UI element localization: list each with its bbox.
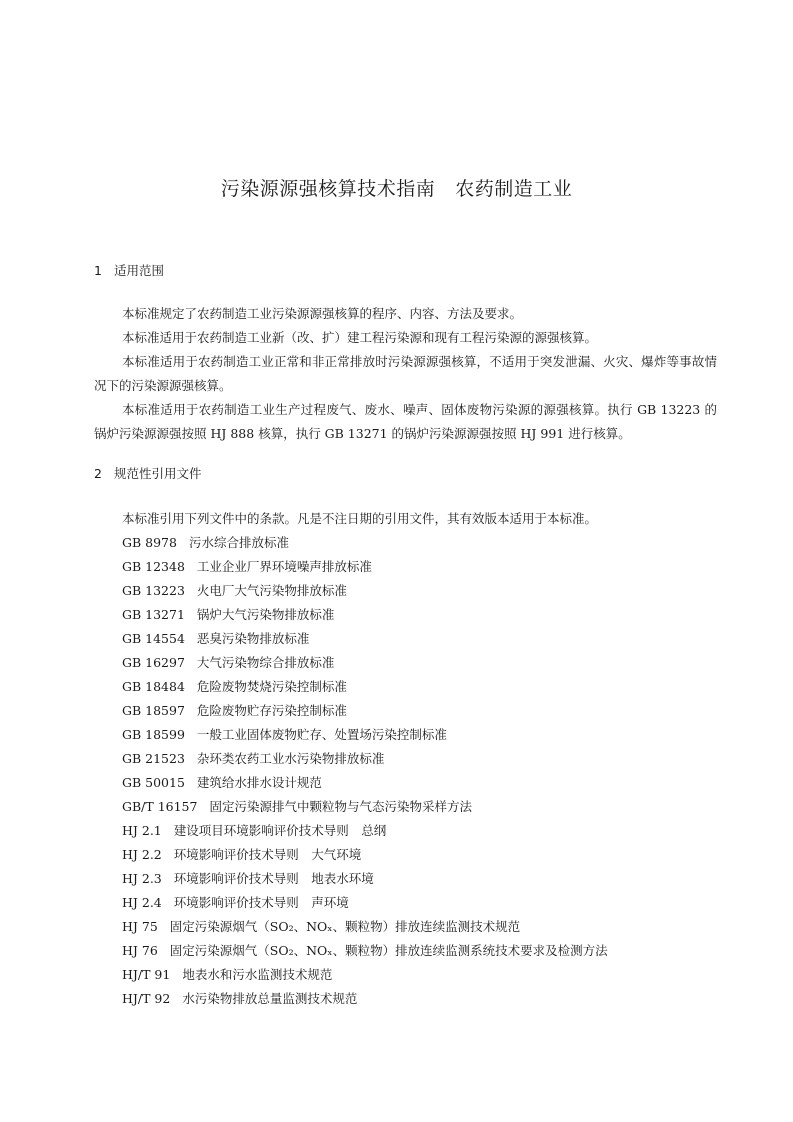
reference-code: GB 8978 (122, 535, 177, 550)
reference-title: 地表水和污水监测技术规范 (182, 967, 333, 982)
reference-code: GB 13223 (122, 583, 185, 598)
reference-item (122, 699, 347, 723)
reference-title: 一般工业固体废物贮存、处置场污染控制标准 (196, 727, 447, 742)
reference-code: HJ 2.1 (122, 823, 162, 838)
reference-item (122, 579, 347, 603)
reference-title: 环境影响评价技术导则 地表水环境 (173, 871, 374, 886)
reference-title: 污水综合排放标准 (188, 535, 289, 550)
reference-item (122, 963, 332, 987)
reference-title: 固定污染源烟气（SO₂、NOₓ、颗粒物）排放连续监测系统技术要求及检测方法 (169, 943, 608, 958)
reference-title: 大气污染物综合排放标准 (196, 655, 335, 670)
reference-code: HJ/T 91 (122, 967, 171, 982)
scope-paragraph: 本标准规定了农药制造工业污染源源强核算的程序、内容、方法及要求。 (122, 306, 523, 321)
reference-title: 火电厂大气污染物排放标准 (196, 583, 347, 598)
reference-code: GB 21523 (122, 751, 185, 766)
reference-title: 危险废物贮存污染控制标准 (196, 703, 347, 718)
reference-title: 环境影响评价技术导则 声环境 (173, 895, 349, 910)
reference-code: HJ/T 92 (122, 991, 171, 1006)
section-heading-references (94, 465, 202, 483)
reference-item (122, 627, 309, 651)
reference-title: 固定污染源烟气（SO₂、NOₓ、颗粒物）排放连续监测技术规范 (169, 919, 521, 934)
section-number: 1 (94, 263, 102, 278)
reference-item (122, 675, 347, 699)
reference-code: HJ 2.2 (122, 847, 162, 862)
section-heading-scope (94, 262, 164, 280)
scope-paragraph: 本标准适用于农药制造工业正常和非正常排放时污染源源强核算，不适用于突发泄漏、火灾、爆炸等事故情况下的污染源源强核算。 (94, 354, 717, 393)
reference-title: 水污染物排放总量监测技术规范 (182, 991, 358, 1006)
reference-title: 杂环类农药工业水污染物排放标准 (196, 751, 385, 766)
reference-item (122, 531, 289, 555)
reference-code: HJ 76 (122, 943, 158, 958)
reference-item (122, 723, 447, 747)
reference-item (122, 915, 520, 939)
reference-code: GB/T 16157 (122, 799, 198, 814)
reference-item (122, 555, 372, 579)
reference-code: GB 50015 (122, 775, 185, 790)
reference-code: GB 12348 (122, 559, 185, 574)
reference-item (122, 795, 472, 819)
reference-item (122, 867, 374, 891)
scope-paragraph: 本标准适用于农药制造工业新（改、扩）建工程污染源和现有工程污染源的源强核算。 (122, 330, 598, 345)
reference-code: HJ 75 (122, 919, 158, 934)
reference-item (122, 771, 322, 795)
reference-title: 锅炉大气污染物排放标准 (196, 607, 335, 622)
reference-title: 恶臭污染物排放标准 (196, 631, 310, 646)
reference-code: HJ 2.3 (122, 871, 162, 886)
reference-code: GB 16297 (122, 655, 185, 670)
reference-code: HJ 2.4 (122, 895, 162, 910)
reference-title: 建设项目环境影响评价技术导则 总纲 (173, 823, 387, 838)
reference-title: 建筑给水排水设计规范 (196, 775, 322, 790)
title-main: 污染源源强核算技术指南 (220, 178, 436, 200)
section-title: 适用范围 (114, 263, 165, 278)
reference-title: 环境影响评价技术导则 大气环境 (173, 847, 362, 862)
reference-item (122, 651, 334, 675)
reference-title: 工业企业厂界环境噪声排放标准 (196, 559, 372, 574)
page-title (0, 176, 793, 202)
reference-item (122, 747, 384, 771)
reference-code: GB 18484 (122, 679, 185, 694)
reference-code: GB 18597 (122, 703, 185, 718)
reference-item (122, 987, 357, 1011)
reference-code: GB 13271 (122, 607, 185, 622)
reference-item (122, 819, 386, 843)
reference-title: 固定污染源排气中颗粒物与气态污染物采样方法 (209, 799, 472, 814)
reference-item (122, 603, 334, 627)
reference-title: 危险废物焚烧污染控制标准 (196, 679, 347, 694)
section-title: 规范性引用文件 (114, 466, 202, 481)
reference-code: GB 14554 (122, 631, 185, 646)
reference-item (122, 843, 361, 867)
references-intro: 本标准引用下列文件中的条款。凡是不注日期的引用文件，其有效版本适用于本标准。 (122, 511, 598, 526)
title-sub: 农药制造工业 (455, 178, 573, 200)
scope-paragraph: 本标准适用于农药制造工业生产过程废气、废水、噪声、固体废物污染源的源强核算。执行 GB 13223 的锅炉污染源源强按照 HJ 888 核算，执行 GB 13271 的锅炉污染源源强按照 HJ 991 进行核算。 (94, 402, 717, 441)
section-number: 2 (94, 466, 102, 481)
reference-item (122, 891, 349, 915)
reference-code: GB 18599 (122, 727, 185, 742)
reference-item (122, 939, 608, 963)
